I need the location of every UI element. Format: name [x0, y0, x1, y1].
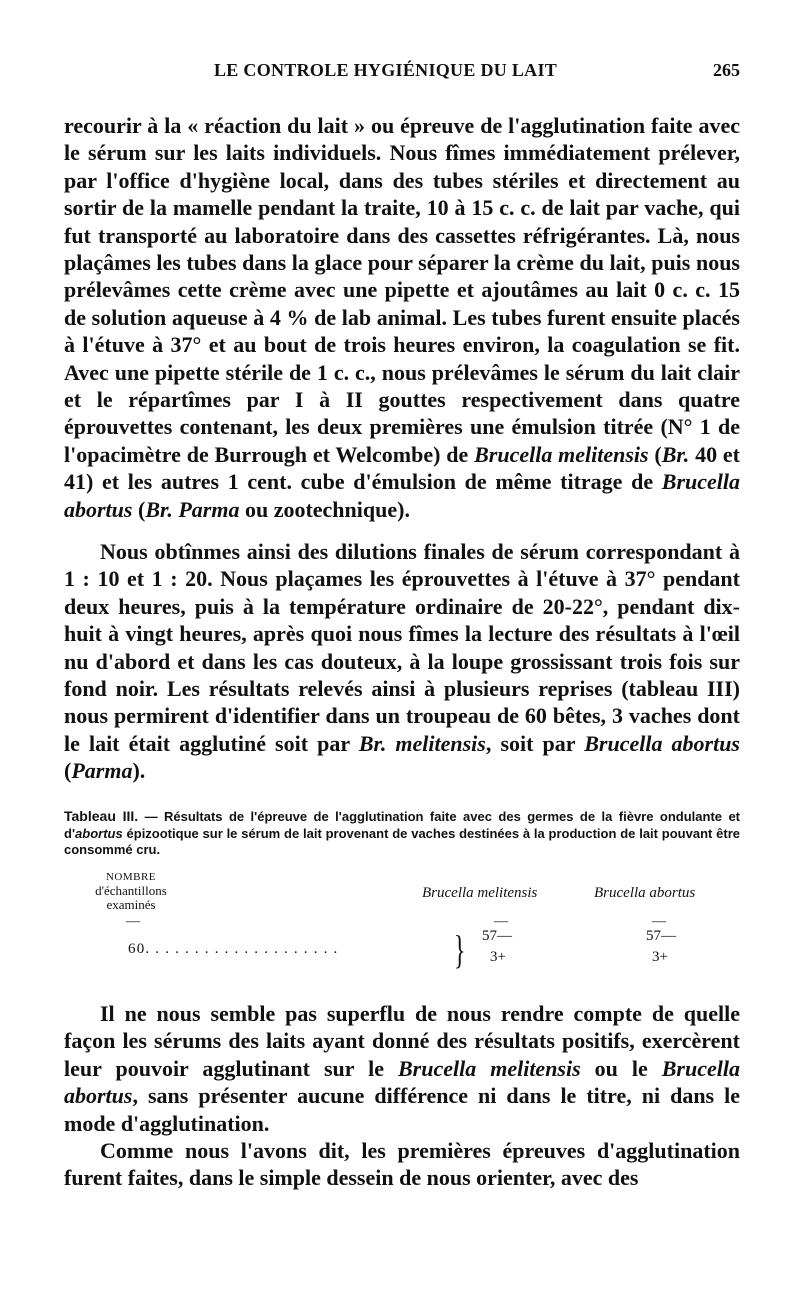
- paragraph-1-italic-b: Br.: [661, 441, 690, 467]
- paragraph-1-italic-c: Brucella abortus: [64, 469, 740, 522]
- running-title: LE CONTROLE HYGIÉNIQUE DU LAIT: [214, 60, 558, 80]
- running-head: [64, 60, 740, 90]
- paragraph-1-italic-a: Brucella melitensis: [474, 441, 649, 467]
- paragraph-1-italic-d: Br. Parma: [145, 496, 240, 522]
- paragraph-4: Comme nous l'avons dit, les premières épreuves d'agglutination furent faites, dans le simple dessein de nous orienter, avec des: [64, 1138, 740, 1191]
- table-header-rule-abortus: —: [652, 914, 666, 929]
- table-caption: [64, 808, 740, 859]
- paragraph-2-text-a: Nous obtînmes ainsi des dilutions finales de sérum correspondant à 1 : 10 et 1 : 20. Nous plaçames les éprouvettes à l'étuve à 37° pendant deux heures, puis à la température ordinaire de 20-22°, pendant dix-huit à vingt heures, après quoi nous fîmes la lecture des résultats à l'œil nu d'abord et dans les cas douteux, à la loupe grossissant trois fois sur fond noir. Les résultats relevés ainsi à plusieurs reprises (tableau III) nous permirent d'identifier dans un troupeau de 60 bêtes, 3 vaches dont le lait était agglutiné soit par: [64, 539, 740, 756]
- paragraph-1-text-e: ou zootechnique).: [239, 496, 410, 522]
- paragraph-2: [64, 538, 740, 785]
- table-row-brace: }: [453, 927, 466, 972]
- paragraph-1-text-a: recourir à la « réaction du lait » ou épreuve de l'agglutination faite avec le sérum sur les laits individuels. Nous fîmes immédiatement prélever, par l'office d'hygiène local, dans des tubes stériles et directement au sortir de la mamelle pendant la traite, 10 à 15 c. c. de lait par vache, qui fut transporté au laboratoire dans des cassettes réfrigérantes. Là, nous plaçâmes les tubes dans la glace pour séparer la crème du lait, puis nous prélevâmes cette crème avec une pipette et ajoutâmes au lait 0 c. c. 15 de solution aqueuse à 4 % de lab animal. Les tubes furent ensuite placés à l'étuve à 37° et au bout de trois heures environ, la coagulation se fit. Avec une pipette stérile de 1 c. c., nous prélevâmes le sérum du lait clair et le répartîmes par I à II gouttes respectivement dans quatre éprouvettes contenant, les deux premières une émulsion titrée (N° 1 de l'opacimètre de Burrough et Welcombe) de: [64, 113, 740, 467]
- paragraph-3-4: [64, 1000, 740, 1192]
- paragraph-1-text-c: 40 et 41) et les autres 1 cent. cube d'émulsion de même titrage de: [64, 441, 741, 495]
- table-cell-melitensis-negative: 57—: [482, 928, 512, 944]
- paragraph-3-italic-b: Brucella abortus: [64, 1055, 740, 1109]
- table-header-count-line3: examinés: [106, 897, 156, 912]
- table-header-count: [76, 870, 186, 912]
- paragraph-3-text-a: Il ne nous semble pas superflu de nous rendre compte de quelle façon les sérums des laits ayant donné des résultats positifs, exercèrent leur pouvoir agglutinant sur le: [64, 1001, 740, 1081]
- table-caption-italic: abortus: [75, 825, 123, 841]
- table-header-abortus: Brucella abortus: [594, 885, 696, 901]
- table-caption-text-a: — Résultats de l'épreuve de l'agglutination faite avec des germes de la fièvre ondulante et d': [64, 809, 741, 841]
- table-header-rule-melitensis: —: [494, 914, 508, 929]
- table-cell-melitensis-positive: 3+: [490, 949, 506, 965]
- paragraph-2-text-b: , soit par: [485, 730, 585, 756]
- paragraph-2-italic-a: Br. melitensis: [358, 730, 486, 756]
- table-row-count: 60. . . . . . . . . . . . . . . . . . . .: [128, 941, 339, 957]
- paragraph-2-text-d: ).: [132, 758, 146, 784]
- table-header-count-line1: NOMBRE: [105, 871, 157, 883]
- paragraph-2-italic-c: Parma: [71, 758, 133, 784]
- page-number: 265: [713, 60, 740, 80]
- paragraph-2-text-c: (: [64, 758, 72, 784]
- paragraph-1-text-b: (: [648, 441, 662, 467]
- paragraph-3: [64, 1000, 740, 1137]
- table-cell-abortus-negative: 57—: [646, 928, 676, 944]
- table-header-rule-count: —: [126, 914, 140, 929]
- table-caption-text-b: épizootique sur le sérum de lait provenant de vaches destinées à la production de lait pouvant être consommé cru.: [64, 825, 740, 857]
- paragraph-3-text-c: , sans présenter aucune différence ni dans le titre, ni dans le mode d'agglutination.: [64, 1083, 740, 1136]
- table-cell-abortus-positive: 3+: [652, 949, 668, 965]
- paragraph-1: [64, 112, 740, 523]
- paragraph-1-text-d: (: [132, 496, 146, 522]
- paragraph-3-text-b: ou le: [580, 1055, 662, 1081]
- table-header-count-line2: d'échantillons: [95, 883, 167, 898]
- table-caption-label: Tableau III.: [64, 808, 139, 824]
- results-table: [64, 868, 740, 978]
- table-header-melitensis: Brucella melitensis: [422, 885, 538, 901]
- paragraph-3-italic-a: Brucella melitensis: [398, 1055, 581, 1081]
- paragraph-2-italic-b: Brucella abortus: [584, 730, 740, 756]
